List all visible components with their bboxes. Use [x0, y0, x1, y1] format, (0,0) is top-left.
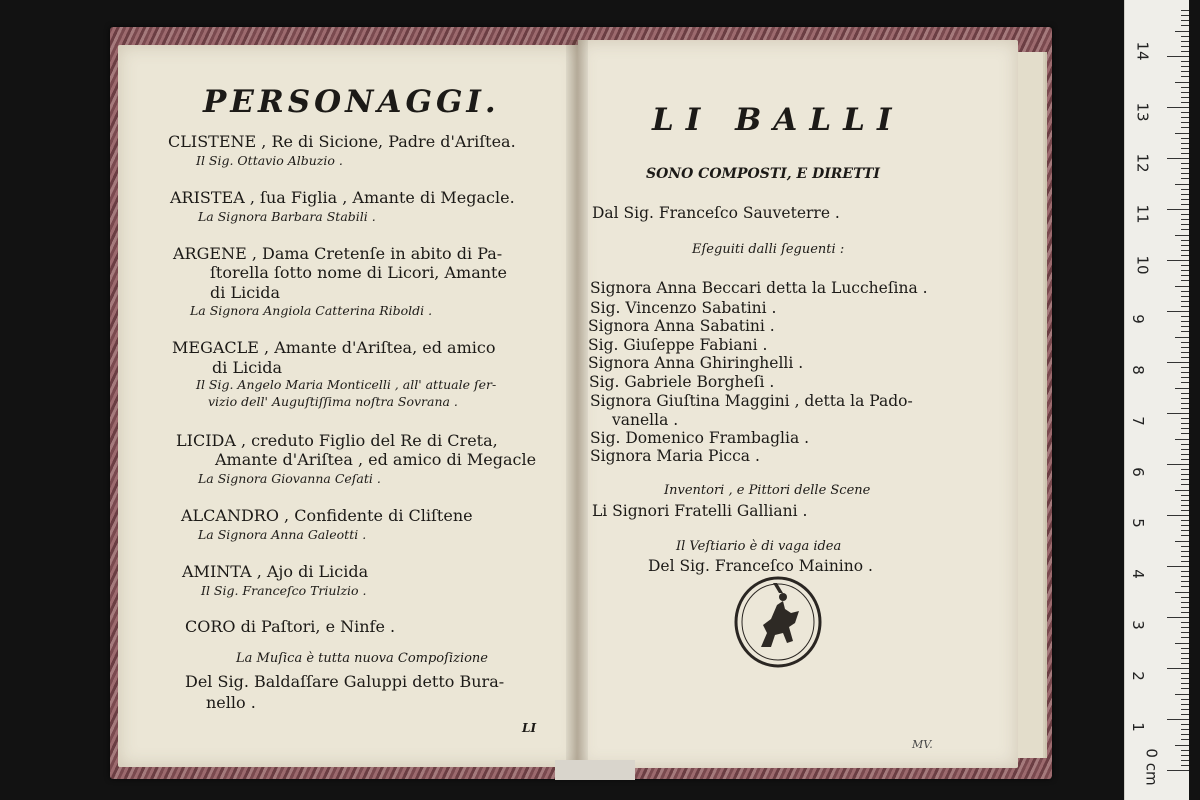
ruler-tick — [1175, 388, 1189, 389]
ruler-tick — [1181, 760, 1189, 761]
ruler-tick — [1175, 31, 1189, 32]
ruler-tick — [1181, 87, 1189, 88]
ruler-tick — [1181, 423, 1189, 424]
ruler-tick — [1181, 382, 1189, 383]
ruler-tick — [1181, 530, 1189, 531]
ruler-tick — [1181, 97, 1189, 98]
ruler-tick — [1181, 765, 1189, 766]
ruler-tick — [1181, 484, 1189, 485]
ruler-number: 3 — [1128, 620, 1147, 630]
ruler-tick — [1181, 291, 1189, 292]
performer-line: Sig. Gabriele Borgheſi . — [589, 373, 775, 391]
ruler-tick — [1167, 209, 1189, 210]
ruler-tick — [1181, 331, 1189, 332]
ruler-tick — [1181, 734, 1189, 735]
ruler-tick — [1181, 229, 1189, 230]
ruler-tick — [1175, 133, 1189, 134]
ruler-tick — [1181, 168, 1189, 169]
role-line: ARISTEA , ſua Figlia , Amante di Megacle. — [170, 188, 515, 207]
role-line: Amante d'Ariſtea , ed amico di Megacle — [215, 450, 537, 469]
ruler-tick — [1181, 71, 1189, 72]
ruler-tick — [1181, 199, 1189, 200]
ruler-tick — [1181, 41, 1189, 42]
ruler-tick — [1181, 316, 1189, 317]
ruler-number: 11 — [1133, 204, 1152, 224]
ruler-tick — [1181, 474, 1189, 475]
ruler-tick — [1167, 260, 1189, 261]
ruler-tick — [1181, 255, 1189, 256]
performer-line: Signora Anna Ghiringhelli . — [588, 354, 804, 372]
balli-subheading: SONO COMPOSTI, E DIRETTI — [646, 166, 880, 182]
ruler-tick — [1167, 362, 1189, 363]
book-gutter — [566, 40, 588, 775]
ruler-tick — [1167, 311, 1189, 312]
ruler-tick — [1181, 347, 1189, 348]
ruler-tick — [1181, 194, 1189, 195]
ruler-tick — [1181, 153, 1189, 154]
ruler-tick — [1181, 393, 1189, 394]
role-line: AMINTA , Ajo di Licida — [182, 562, 369, 581]
ruler-tick — [1181, 403, 1189, 404]
ruler-tick — [1181, 525, 1189, 526]
ruler-tick — [1181, 372, 1189, 373]
choreographer-line: Dal Sig. Franceſco Sauveterre . — [592, 204, 840, 222]
actor-line: Il Sig. Ottavio Albuzio . — [196, 153, 343, 168]
ruler-tick — [1181, 755, 1189, 756]
ruler-tick — [1181, 505, 1189, 506]
ruler-tick — [1181, 663, 1189, 664]
ruler-tick — [1167, 464, 1189, 465]
ruler-tick — [1181, 699, 1189, 700]
ruler-tick — [1181, 117, 1189, 118]
ruler-tick — [1181, 556, 1189, 557]
ruler-tick — [1181, 148, 1189, 149]
ruler-tick — [1181, 204, 1189, 205]
ruler-tick — [1181, 729, 1189, 730]
ruler-tick — [1167, 566, 1189, 567]
ruler-tick — [1181, 224, 1189, 225]
ruler-tick — [1181, 296, 1189, 297]
ruler-tick — [1181, 688, 1189, 689]
page-edges — [1016, 52, 1043, 758]
performer-line: Sig. Vincenzo Sabatini . — [590, 299, 777, 317]
ruler-tick — [1181, 418, 1189, 419]
ruler-tick — [1181, 469, 1189, 470]
ruler-number: 8 — [1128, 365, 1147, 375]
scene-label: Inventori , e Pittori delle Scene — [664, 483, 871, 498]
ruler-tick — [1181, 658, 1189, 659]
ruler-tick — [1181, 173, 1189, 174]
ruler-tick — [1181, 398, 1189, 399]
ruler-tick — [1181, 449, 1189, 450]
actor-line: La Signora Giovanna Ceſati . — [198, 471, 381, 486]
ruler-tick — [1181, 433, 1189, 434]
ruler-tick — [1181, 571, 1189, 572]
role-line: CORO di Paſtori, e Ninfe . — [185, 617, 396, 636]
ruler-tick — [1175, 82, 1189, 83]
ruler-tick — [1181, 178, 1189, 179]
scene-names: Li Signori Fratelli Galliani . — [592, 502, 808, 520]
performer-line: Sig. Domenico Frambaglia . — [590, 429, 810, 447]
ruler-tick — [1167, 107, 1189, 108]
ruler-tick — [1181, 270, 1189, 271]
ruler-tick — [1167, 413, 1189, 414]
ruler-number: 14 — [1133, 41, 1152, 61]
ruler-tick — [1181, 219, 1189, 220]
role-line: di Licida — [212, 358, 283, 377]
ruler-tick — [1181, 377, 1189, 378]
ruler-tick — [1181, 321, 1189, 322]
ruler-tick — [1181, 454, 1189, 455]
catchword: LI — [522, 721, 537, 735]
measurement-ruler — [1124, 0, 1189, 800]
actor-line: Il Sig. Angelo Maria Monticelli , all' attuale ſer- — [196, 377, 497, 392]
ruler-tick — [1181, 627, 1189, 628]
role-line: ſtorella ſotto nome di Licori, Amante — [210, 263, 507, 282]
ruler-tick — [1181, 637, 1189, 638]
ruler-tick — [1181, 632, 1189, 633]
ruler-tick — [1181, 306, 1189, 307]
ruler-tick — [1175, 235, 1189, 236]
ruler-tick — [1181, 535, 1189, 536]
ruler-tick — [1181, 546, 1189, 547]
ruler-tick — [1181, 739, 1189, 740]
ruler-tick — [1181, 112, 1189, 113]
ruler-tick — [1167, 515, 1189, 516]
ruler-tick — [1181, 500, 1189, 501]
ruler-tick — [1181, 709, 1189, 710]
ruler-tick — [1181, 301, 1189, 302]
ruler-tick — [1181, 597, 1189, 598]
music-line: La Muſica è tutta nuova Compoſizione — [236, 651, 489, 666]
ruler-tick — [1167, 56, 1189, 57]
ruler-tick — [1181, 673, 1189, 674]
ruler-tick — [1181, 444, 1189, 445]
ruler-tick — [1175, 745, 1189, 746]
ruler-number: 5 — [1128, 518, 1147, 528]
ruler-tick — [1181, 520, 1189, 521]
ruler-number: 6 — [1128, 467, 1147, 477]
ruler-tick — [1181, 714, 1189, 715]
ruler-tick — [1181, 428, 1189, 429]
ruler-number: 9 — [1128, 314, 1147, 324]
ruler-tick — [1181, 245, 1189, 246]
role-line: di Licida — [210, 283, 281, 302]
ruler-tick — [1181, 750, 1189, 751]
ruler-tick — [1175, 592, 1189, 593]
ruler-tick — [1181, 61, 1189, 62]
ruler-tick — [1181, 46, 1189, 47]
ruler-tick — [1181, 367, 1189, 368]
ruler-number: 1 — [1128, 722, 1147, 732]
ruler-tick — [1181, 576, 1189, 577]
performer-line: Signora Giuſtina Maggini , detta la Pado- — [590, 392, 913, 410]
ruler-tick — [1181, 352, 1189, 353]
ruler-tick — [1181, 622, 1189, 623]
ruler-tick — [1181, 648, 1189, 649]
ruler-tick — [1175, 286, 1189, 287]
ruler-tick — [1181, 586, 1189, 587]
ruler-tick — [1167, 770, 1189, 771]
ruler-tick — [1181, 143, 1189, 144]
ruler-tick — [1181, 10, 1189, 11]
ruler-tick — [1181, 275, 1189, 276]
ruler-tick — [1175, 694, 1189, 695]
performer-line: Signora Anna Sabatini . — [588, 317, 775, 335]
actor-line: Il Sig. Franceſco Triulzio . — [201, 583, 367, 598]
ruler-tick — [1181, 602, 1189, 603]
seal-stamp-icon — [733, 575, 823, 669]
ruler-tick — [1181, 653, 1189, 654]
ruler-tick — [1181, 163, 1189, 164]
ruler-tick — [1175, 184, 1189, 185]
ruler-tick — [1181, 459, 1189, 460]
actor-line: La Signora Barbara Stabili . — [198, 209, 376, 224]
ruler-tick — [1181, 250, 1189, 251]
ruler-tick — [1175, 337, 1189, 338]
ruler-number: 10 — [1133, 255, 1152, 275]
ruler-tick — [1181, 240, 1189, 241]
pencil-mark: MV. — [912, 738, 933, 751]
ruler-tick — [1181, 66, 1189, 67]
composer-line: nello . — [206, 693, 256, 712]
ruler-tick — [1167, 719, 1189, 720]
performer-line: Signora Maria Picca . — [590, 447, 760, 465]
ruler-tick — [1181, 92, 1189, 93]
costume-label: Il Veſtiario è di vaga idea — [676, 539, 842, 554]
ruler-tick — [1181, 408, 1189, 409]
ruler-number: 13 — [1133, 102, 1152, 122]
ruler-tick — [1181, 102, 1189, 103]
ruler-tick — [1181, 36, 1189, 37]
ruler-tick — [1181, 510, 1189, 511]
ruler-number: 7 — [1128, 416, 1147, 426]
actor-line: vizio dell' Auguſtiſſima noſtra Sovrana . — [208, 394, 458, 409]
ruler-tick — [1181, 495, 1189, 496]
actor-line: La Signora Angiola Catterina Riboldi . — [190, 303, 433, 318]
ruler-tick — [1175, 643, 1189, 644]
performer-line: Signora Anna Beccari detta la Luccheſina . — [590, 279, 928, 297]
actor-line: La Signora Anna Galeotti . — [198, 527, 367, 542]
ruler-tick — [1181, 280, 1189, 281]
role-line: ARGENE , Dama Cretenſe in abito di Pa- — [173, 244, 503, 263]
ruler-tick — [1181, 51, 1189, 52]
ruler-tick — [1181, 214, 1189, 215]
ruler-tick — [1181, 342, 1189, 343]
performer-line: Sig. Giuſeppe Fabiani . — [588, 336, 768, 354]
ruler-tick — [1167, 617, 1189, 618]
ruler-unit-label: 0 cm — [1142, 748, 1161, 786]
spine-strip — [555, 760, 635, 780]
costume-name: Del Sig. Franceſco Mainino . — [648, 557, 873, 575]
ruler-tick — [1181, 357, 1189, 358]
role-line: ALCANDRO , Confidente di Cliſtene — [181, 506, 473, 525]
ruler-number: 4 — [1128, 569, 1147, 579]
ruler-tick — [1181, 561, 1189, 562]
ruler-tick — [1181, 612, 1189, 613]
ruler-tick — [1175, 439, 1189, 440]
ruler-tick — [1167, 668, 1189, 669]
ruler-tick — [1181, 122, 1189, 123]
ruler-tick — [1181, 607, 1189, 608]
ruler-number: 2 — [1128, 671, 1147, 681]
ruler-tick — [1181, 25, 1189, 26]
ruler-tick — [1181, 724, 1189, 725]
ruler-tick — [1181, 683, 1189, 684]
ruler-tick — [1181, 127, 1189, 128]
ruler-tick — [1181, 15, 1189, 16]
ruler-tick — [1181, 479, 1189, 480]
ruler-tick — [1181, 20, 1189, 21]
ruler-tick — [1181, 265, 1189, 266]
ruler-tick — [1175, 490, 1189, 491]
ruler-tick — [1167, 158, 1189, 159]
ruler-tick — [1181, 326, 1189, 327]
performers-label: Eſeguiti dalli ſeguenti : — [692, 242, 845, 257]
personaggi-heading: PERSONAGGI. — [203, 84, 500, 120]
ruler-tick — [1181, 138, 1189, 139]
ruler-tick — [1181, 76, 1189, 77]
ruler-tick — [1181, 551, 1189, 552]
role-line: CLISTENE , Re di Sicione, Padre d'Ariſtea. — [168, 132, 516, 151]
role-line: MEGACLE , Amante d'Ariſtea, ed amico — [172, 338, 496, 357]
role-line: LICIDA , creduto Figlio del Re di Creta, — [176, 431, 498, 450]
ruler-tick — [1175, 541, 1189, 542]
ruler-tick — [1181, 678, 1189, 679]
performer-line: vanella . — [612, 411, 679, 429]
ruler-tick — [1181, 704, 1189, 705]
li-balli-heading: LI BALLI — [652, 102, 904, 138]
ruler-tick — [1181, 189, 1189, 190]
ruler-tick — [1181, 581, 1189, 582]
ruler-number: 12 — [1133, 153, 1152, 173]
composer-line: Del Sig. Baldaſſare Galuppi detto Bura- — [185, 672, 505, 691]
